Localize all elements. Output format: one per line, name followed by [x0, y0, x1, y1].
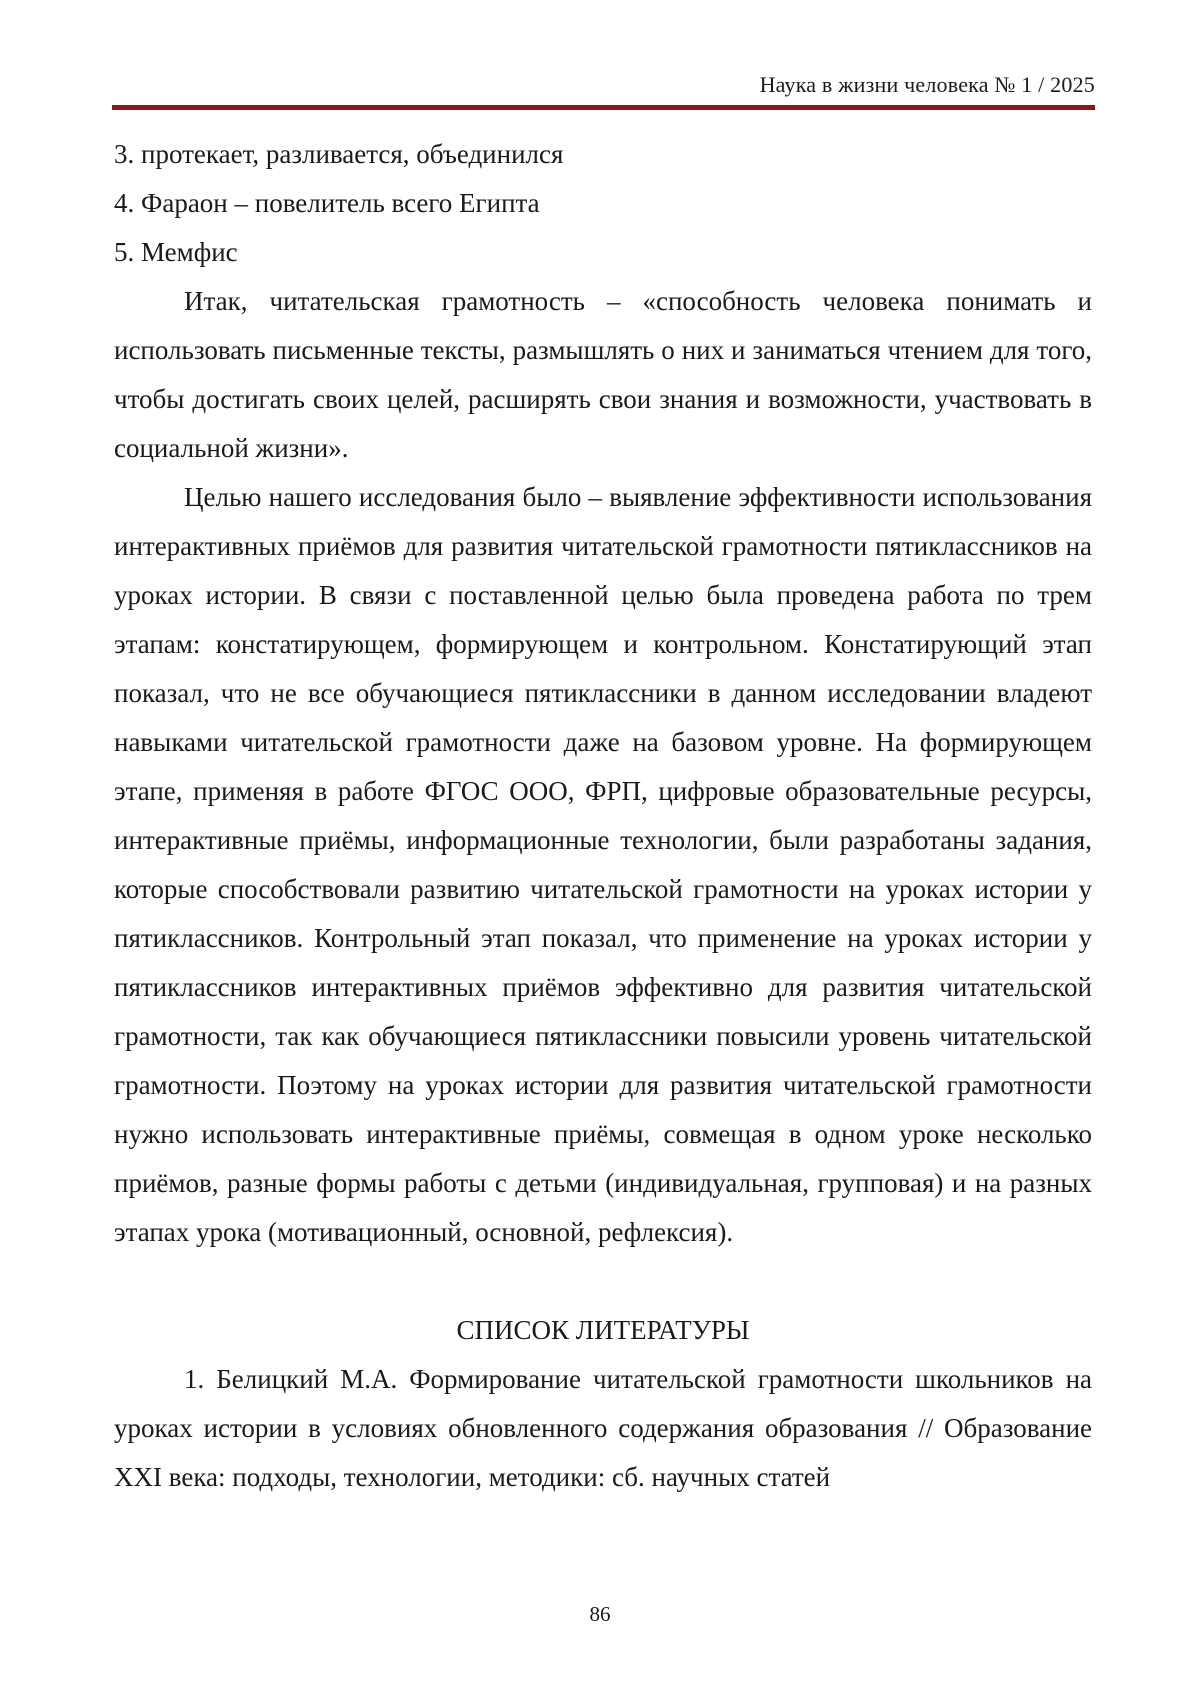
list-item: 4. Фараон – повелитель всего Египта: [114, 188, 540, 218]
paragraph-research-goal: Целью нашего исследования было – выявление эффективности использования интерактивных приёмов для развития читательской грамотности пятиклассников на уроках истории. В связи с поставленной целью была проведена работа по трем этапам: констатирующем, формирующем и контрольном. Констатирующий этап показал, что не все обучающиеся пятиклассники в данном исследовании владеют навыками читательской грамотности даже на базовом уровне. На формирующем этапе, применяя в работе ФГОС ООО, ФРП, цифровые образовательные ресурсы, интерактивные приёмы, информационные технологии, были разработаны задания, которые способствовали развитию читательской грамотности на уроках истории у пятиклассников. Контрольный этап показал, что применение на уроках истории у пятиклассников интерактивных приёмов эффективно для развития читательской грамотности, так как обучающиеся пятиклассники повысили уровень читательской грамотности. Поэтому на уроках истории для развития читательской грамотности нужно использовать интерактивные приёмы, совмещая в одном уроке несколько приёмов, разные формы работы с детьми (индивидуальная, групповая) и на разных этапах урока (мотивационный, основной, рефлексия).: [114, 482, 1092, 1247]
references-heading: СПИСОК ЛИТЕРАТУРЫ: [456, 1315, 750, 1345]
page-number: 86: [589, 1602, 611, 1626]
paragraph-definition: Итак, читательская грамотность – «способность человека понимать и использовать письменные тексты, размышлять о них и заниматься чтением для того, чтобы достигать своих целей, расширять свои знания и возможности, участвовать в социальной жизни».: [114, 286, 1092, 463]
list-item: 3. протекает, разливается, объединился: [114, 139, 564, 169]
page-content: [114, 130, 1092, 1502]
running-header: Наука в жизни человека № 1 / 2025: [759, 72, 1095, 97]
list-item: 5. Мемфис: [114, 237, 238, 267]
header-divider: [112, 105, 1095, 110]
reference-item: 1. Белицкий М.А. Формирование читательской грамотности школьников на уроках истории в условиях обновленного содержания образования // Образование XXI века: подходы, технологии, методики: сб. научных статей: [114, 1364, 1092, 1492]
